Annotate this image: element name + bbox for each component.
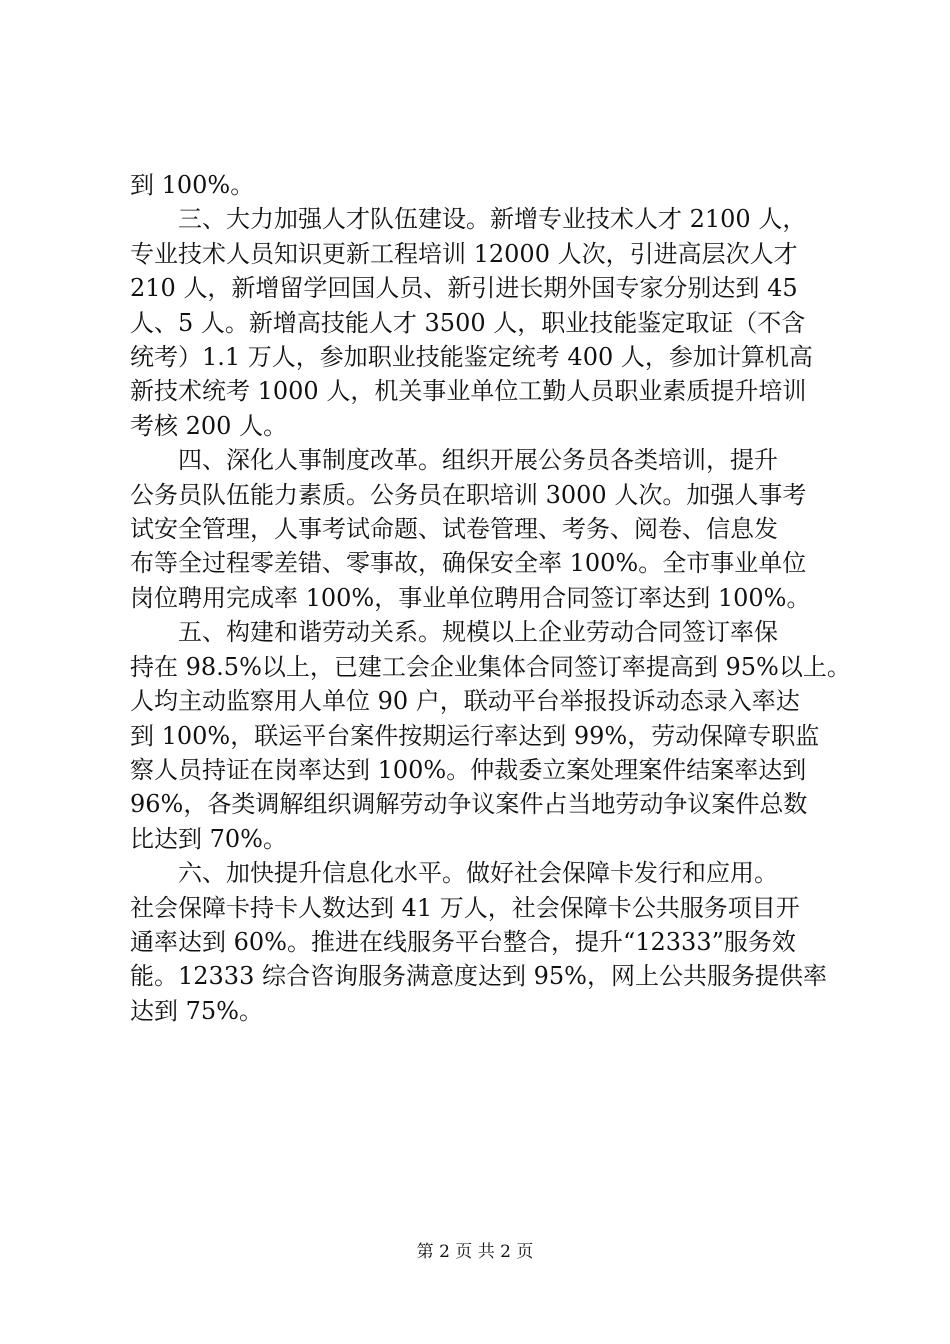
text-line: 六、加快提升信息化水平。做好社会保障卡发行和应用。 xyxy=(178,859,778,888)
text-line: 到 100%，联运平台案件按期运行率达到 99%，劳动保障专职监 xyxy=(130,721,820,750)
text-line: 考核 200 人。 xyxy=(130,411,288,440)
text-line: 五、构建和谐劳动关系。规模以上企业劳动合同签订率保 xyxy=(178,618,778,647)
text-line: 布等全过程零差错、零事故，确保安全率 100%。全市事业单位 xyxy=(130,549,807,578)
text-line: 试安全管理，人事考试命题、试卷管理、考务、阅卷、信息发 xyxy=(130,515,778,544)
text-line: 96%，各类调解组织调解劳动争议案件占当地劳动争议案件总数 xyxy=(130,790,808,819)
text-line: 210 人，新增留学回国人员、新引进长期外国专家分别达到 45 xyxy=(130,274,798,303)
text-line: 专业技术人员知识更新工程培训 12000 人次，引进高层次人才 xyxy=(130,239,798,268)
text-line: 新技术统考 1000 人，机关事业单位工勤人员职业素质提升培训 xyxy=(130,377,807,406)
text-line: 通率达到 60%。推进在线服务平台整合，提升“12333”服务效 xyxy=(130,927,796,956)
text-line: 岗位聘用完成率 100%，事业单位聘用合同签订率达到 100%。 xyxy=(130,583,811,612)
text-line: 持在 98.5%以上，已建工会企业集体合同签订率提高到 95%以上。 xyxy=(130,652,851,681)
text-line: 统考）1.1 万人，参加职业技能鉴定统考 400 人，参加计算机高 xyxy=(130,343,813,372)
document-body xyxy=(130,168,851,1028)
text-line: 人均主动监察用人单位 90 户，联动平台举报投诉动态录入率达 xyxy=(130,687,800,716)
text-line: 四、深化人事制度改革。组织开展公务员各类培训，提升 xyxy=(178,446,778,475)
text-line: 到 100%。 xyxy=(130,171,255,199)
text-line: 察人员持证在岗率达到 100%。仲裁委立案处理案件结案率达到 xyxy=(130,755,807,784)
text-line: 公务员队伍能力素质。公务员在职培训 3000 人次。加强人事考 xyxy=(130,480,807,509)
text-line: 三、大力加强人才队伍建设。新增专业技术人才 2100 人， xyxy=(178,205,807,234)
text-line: 人、5 人。新增高技能人才 3500 人，职业技能鉴定取证（不含 xyxy=(130,308,806,337)
text-line: 社会保障卡持卡人数达到 41 万人，社会保障卡公共服务项目开 xyxy=(130,893,800,922)
text-line: 能。12333 综合咨询服务满意度达到 95%，网上公共服务提供率 xyxy=(130,962,827,991)
page-number-footer: 第 2 页 共 2 页 xyxy=(416,1242,534,1262)
text-line: 达到 75%。 xyxy=(130,996,263,1025)
text-line: 比达到 70%。 xyxy=(130,824,287,853)
